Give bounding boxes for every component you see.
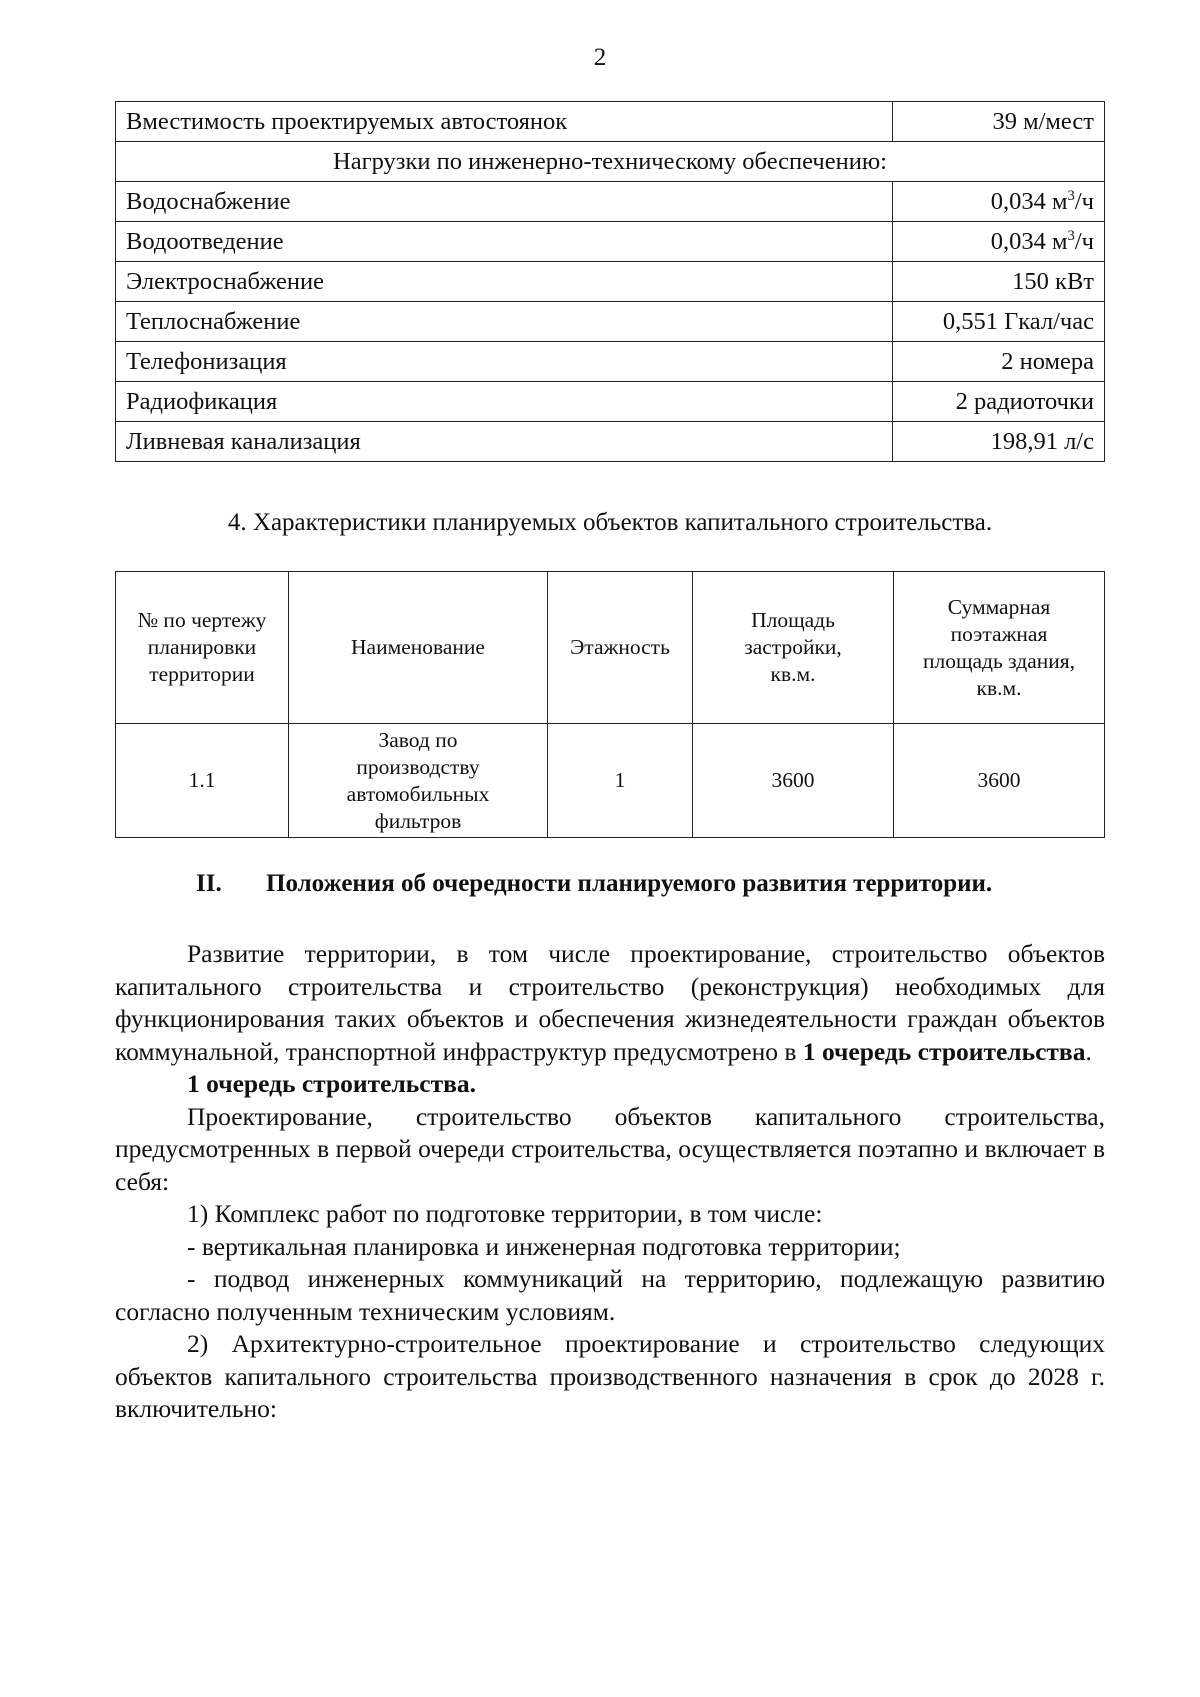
table-row xyxy=(116,222,1105,262)
row-label: Электроснабжение xyxy=(116,262,893,302)
table-row xyxy=(116,724,1105,838)
header-cell: Суммарная поэтажная площадь здания, кв.м. xyxy=(894,572,1105,724)
section-2-title: Положения об очередности планируемого развития территории. xyxy=(266,870,993,897)
table-row xyxy=(116,382,1105,422)
row-label: Телефонизация xyxy=(116,342,893,382)
row-value: 0,034 $м^3/ч$ xyxy=(893,222,1105,262)
row-label: Ливневая канализация xyxy=(116,422,893,462)
row-label: Водоснабжение xyxy=(116,182,893,222)
table-row xyxy=(116,422,1105,462)
table-row xyxy=(116,262,1105,302)
objects-table xyxy=(115,571,1105,838)
table-row xyxy=(116,302,1105,342)
row-label: Вместимость проектируемых автостоянок xyxy=(116,102,893,142)
engineering-loads-table xyxy=(115,101,1105,462)
row-value: 0,551 Гкал/час xyxy=(893,302,1105,342)
object-area: 3600 xyxy=(693,724,894,838)
row-value: 198,91 л/с xyxy=(893,422,1105,462)
header-cell: № по чертежу планировки территории xyxy=(116,572,289,724)
row-value: 0,034 $м^3/ч$ xyxy=(893,182,1105,222)
row-value: 2 номера xyxy=(893,342,1105,382)
paragraph: Развитие территории, в том числе проектирование, строительство объектов капитального строительства и строительство (реконструкция) необходимых для функционирования таких объектов и обеспечения жизнедеятельности граждан объектов коммунальной, транспортной инфраструктур предусмотрено в 1 очередь строительства. xyxy=(115,939,1105,1066)
page-number: 2 xyxy=(593,44,607,71)
section-4-heading: 4. Характеристики планируемых объектов капитального строительства. xyxy=(227,509,993,536)
list-item: 2) Архитектурно-строительное проектирование и строительство следующих объектов капитального строительства производственного назначения в срок до 2028 г. включительно: xyxy=(115,1329,1105,1423)
row-value: 2 радиоточки xyxy=(893,382,1105,422)
section-row: Нагрузки по инженерно-техническому обеспечению: xyxy=(116,142,1105,182)
table-row xyxy=(116,342,1105,382)
header-cell: Наименование xyxy=(289,572,548,724)
table-row xyxy=(116,102,1105,142)
table-header-row xyxy=(116,572,1105,724)
header-cell: Этажность xyxy=(548,572,693,724)
paragraph: Проектирование, строительство объектов капитального строительства, предусмотренных в первой очереди строительства, осуществляется поэтапно и включает в себя: xyxy=(115,1101,1105,1196)
list-item: 1) Комплекс работ по подготовке территории, в том числе: xyxy=(187,1199,823,1228)
stage-heading: 1 очередь строительства. xyxy=(187,1069,476,1098)
section-2-number: II. xyxy=(196,870,222,897)
table-row xyxy=(116,182,1105,222)
header-cell: Площадь застройки, кв.м. xyxy=(693,572,894,724)
row-label: Водоотведение xyxy=(116,222,893,262)
row-label: Радиофикация xyxy=(116,382,893,422)
row-value: 150 кВт xyxy=(893,262,1105,302)
list-item: - подвод инженерных коммуникаций на территорию, подлежащую развитию согласно полученным техническим условиям. xyxy=(115,1264,1105,1326)
object-number: 1.1 xyxy=(116,724,289,838)
row-label: Теплоснабжение xyxy=(116,302,893,342)
body-text xyxy=(115,938,1105,1426)
object-floors: 1 xyxy=(548,724,693,838)
object-total-area: 3600 xyxy=(894,724,1105,838)
table-row xyxy=(116,142,1105,182)
section-2-heading xyxy=(196,870,992,898)
object-name: Завод по производству автомобильных фильтров xyxy=(289,724,548,838)
list-item: - вертикальная планировка и инженерная подготовка территории; xyxy=(187,1231,901,1261)
row-value: 39 м/мест xyxy=(893,102,1105,142)
